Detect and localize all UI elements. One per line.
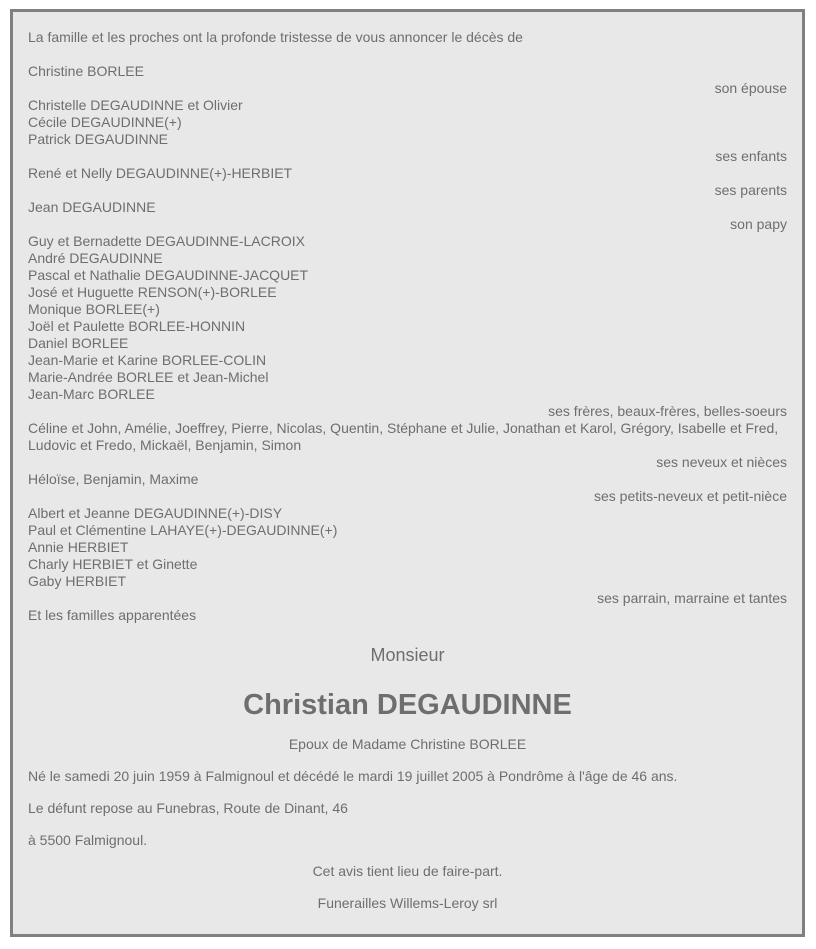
repose-line: Le défunt repose au Funebras, Route de Dinant, 46 — [28, 800, 348, 816]
mourner-name: Paul et Clémentine LAHAYE(+)-DEGAUDINNE(+) — [28, 522, 338, 538]
mourner-name: Jean-Marc BORLEE — [28, 386, 155, 402]
relation-label: ses enfants — [715, 148, 787, 164]
mourner-name: Daniel BORLEE — [28, 335, 129, 351]
birth-death-line: Né le samedi 20 juin 1959 à Falmignoul et décédé le mardi 19 juillet 2005 à Pondrôme à l'âge de 46 ans. — [28, 768, 678, 784]
mourner-name: Céline et John, Amélie, Joeffrey, Pierre, Nicolas, Quentin, Stéphane et Julie, Jonathan et Karol, Grégory, Isabelle et Fred, Ludovic et Fredo, Mickaël, Benjamin, Simon — [28, 420, 779, 453]
mourner-name: Joël et Paulette BORLEE-HONNIN — [28, 318, 246, 334]
relation-label: ses parents — [714, 182, 787, 198]
relation-label: son épouse — [714, 80, 787, 96]
mourner-name: Charly HERBIET et Ginette — [28, 556, 198, 572]
obituary-card — [10, 9, 805, 937]
funeral-home-line: Funerailles Willems-Leroy srl — [317, 895, 498, 911]
mourner-name: Annie HERBIET — [28, 539, 129, 555]
mourner-name: Jean-Marie et Karine BORLEE-COLIN — [28, 352, 267, 368]
mourner-name: Patrick DEGAUDINNE — [28, 131, 169, 147]
honorific-title: Monsieur — [370, 645, 445, 665]
families-line: Et les familles apparentées — [28, 607, 197, 623]
relation-label: ses parrain, marraine et tantes — [597, 590, 787, 606]
relation-label: ses frères, beaux-frères, belles-soeurs — [548, 403, 787, 419]
mourner-name: Guy et Bernadette DEGAUDINNE-LACROIX — [28, 233, 305, 249]
repose-address-line: à 5500 Falmignoul. — [28, 832, 148, 848]
mourner-name: Cécile DEGAUDINNE(+) — [28, 114, 182, 130]
mourner-name: André DEGAUDINNE — [28, 250, 163, 266]
spouse-line: Epoux de Madame Christine BORLEE — [288, 736, 527, 752]
obituary-content — [28, 29, 787, 912]
mourner-name: René et Nelly DEGAUDINNE(+)-HERBIET — [28, 165, 293, 181]
intro-text: La famille et les proches ont la profonde tristesse de vous annoncer le décès de — [28, 29, 523, 45]
mourner-name: Pascal et Nathalie DEGAUDINNE-JACQUET — [28, 267, 309, 283]
mourner-name: Monique BORLEE(+) — [28, 301, 160, 317]
mourner-name: José et Huguette RENSON(+)-BORLEE — [28, 284, 277, 300]
mourner-name: Christelle DEGAUDINNE et Olivier — [28, 97, 243, 113]
relation-label: son papy — [730, 216, 787, 232]
mourner-name: Christine BORLEE — [28, 63, 144, 79]
mourner-name: Jean DEGAUDINNE — [28, 199, 156, 215]
relation-label: ses petits-neveux et petit-nièce — [594, 488, 787, 504]
notice-line: Cet avis tient lieu de faire-part. — [312, 863, 503, 879]
deceased-name: Christian DEGAUDINNE — [243, 689, 572, 721]
mourner-name: Héloïse, Benjamin, Maxime — [28, 471, 199, 487]
mourner-name: Gaby HERBIET — [28, 573, 127, 589]
spacer — [28, 46, 787, 63]
mourner-name: Albert et Jeanne DEGAUDINNE(+)-DISY — [28, 505, 283, 521]
relation-label: ses neveux et nièces — [656, 454, 787, 470]
mourner-name: Marie-Andrée BORLEE et Jean-Michel — [28, 369, 269, 385]
